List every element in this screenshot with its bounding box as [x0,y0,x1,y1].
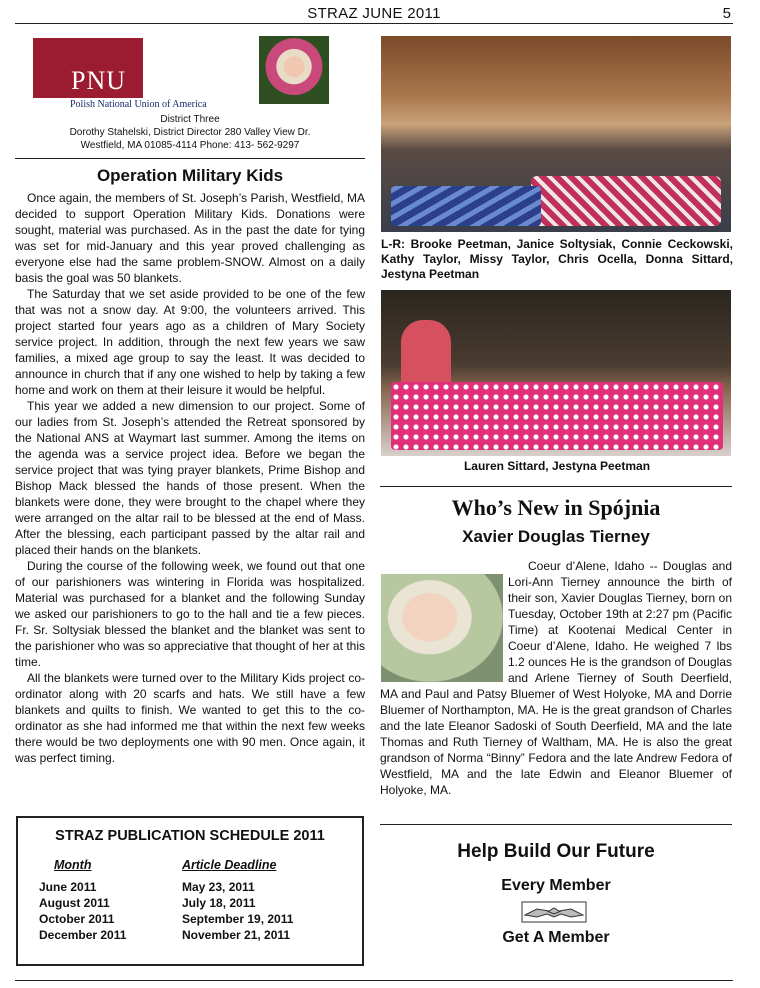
person-figure [401,320,451,390]
district-line: District Three [160,114,220,125]
handshake-icon [521,901,587,923]
blanket-image [391,382,723,450]
photo-caption: Lauren Sittard, Jestyna Peetman [463,459,651,473]
help-line-1: Every Member [501,877,611,894]
whos-new-title: Who’s New in Spójnia [451,495,661,520]
schedule-col-deadline: Article Deadline [182,858,277,872]
divider [15,980,733,981]
divider [380,486,732,487]
article-paragraph: During the course of the following week, we found out that one of our parishioners was wintering in Florida was hospitalized. Material was purchased for a blanket and the following Sunday we asked our parishioners to go to the hall and tie a few pieces. Fr. Sr. Soltysiak blessed the blanket and the blanket was sent to the parishioner who was so appreciative that thought of her at this time. [15,559,365,669]
baby-name: Xavier Douglas Tierney [462,527,650,546]
schedule-row: June 2011 May 23, 2011 [39,880,255,894]
article-paragraph: All the blankets were turned over to the Military Kids project co-ordinator along with 20 scarfs and hats. We still have a few blankets and quilts to finish. We wanted to get this to the co-ordinator as she had informed me that within the next few weeks there would be two deployments one with 90 men. Once again, it was perfect timing. [15,671,365,765]
divider [380,824,732,825]
schedule-row: August 2011 July 18, 2011 [39,896,256,910]
schedule-row: October 2011 September 19, 2011 [39,912,294,926]
blanket-tying-photo [381,290,731,456]
divider [15,158,365,159]
district-line: Westfield, MA 01085-4114 Phone: 413- 562-9297 [80,140,300,151]
article-paragraph: Once again, the members of St. Joseph’s Parish, Westfield, MA decided to support Operation Military Kids. Donations were sought, material was purchased. As in the past the date for tying was set for mid-January and this year proved challenging as everyone else had the same problem-SNOW. Almost on a daily basis the goal was 50 blankets. [15,191,365,285]
pnu-logo-text: PNU [71,66,127,95]
article-title: Operation Military Kids [96,166,284,185]
article-paragraph: The Saturday that we set aside provided to be one of the few that was not a snow day. At 9:00, the volunteers arrived. This project started four years ago as a children of Mary Society service project. In addition, through the next few years we saw families, a mixed age group to say the least. It was decided to announce in church that if any one wished to help by taking a few home and work on them at their leisure it would be helpful. [15,287,365,397]
district-info [20,113,360,152]
pnu-logo [33,38,143,98]
pnu-org-name: Polish National Union of America [70,99,207,110]
help-line-2: Get A Member [502,929,610,946]
photo-caption: L-R: Brooke Peetman, Janice Soltysiak, Connie Ceckowski, Kathy Taylor, Missy Taylor, Chris Ocella, Donna Sittard, Jestyna Peetman [381,237,733,281]
schedule-title: STRAZ PUBLICATION SCHEDULE 2011 [55,828,325,844]
issue-title: STRAZ JUNE 2011 [307,5,441,22]
help-title: Help Build Our Future [457,841,655,862]
baby-photo [381,574,503,682]
page-number: 5 [722,5,731,22]
article-body [15,190,365,766]
volunteers-photo [381,36,731,232]
blanket-image [531,176,721,226]
schedule-row: December 2011 November 21, 2011 [39,928,291,942]
blanket-image [391,186,541,226]
director-photo [259,36,329,104]
schedule-col-month: Month [54,858,92,872]
announcement-text: Coeur d’Alene, Idaho -- Douglas and Lori-Ann Tierney announce the birth of their son, Xavier Douglas Tierney, born on Tuesday, October 19th at 2:27 pm (Pacific Time) at Kootenai Medical Center in Coeur d’Alene, Idaho. He weighed 7 lbs 1.2 ounces He is the grandson of Douglas and Arlene Tierney of South Deerfield, MA and Paul and Patsy Bluemer of West Holyoke, MA and Dorrie Bluemer of Northampton, MA. He is the great grandson of Charles and the late Eleanor Sadoski of South Deerfield, MA and the late Thomas and Ruth Tierney of Waltham, MA. He is also the great grandson of Norma “Binny” Fedora and the late Andrew Fedora of Westfield, MA and the late Edwin and Eleanor Bluemer of Holyoke, MA. [380,559,732,797]
district-line: Dorothy Stahelski, District Director 280 Valley View Dr. [69,127,311,138]
page-header [15,4,733,24]
publication-schedule [16,816,364,966]
article-paragraph: This year we added a new dimension to our project. Some of our ladies from St. Joseph’s attended the Retreat sponsored by the National ANS at Waymart last summer. Among the items on the agenda was a service project idea. Before we began the service project that was tying prayer blankets, Prime Bishop and Bishop Mack blessed the hands of those present. When the blankets were done, they were brought to the chapel where they were arranged on the altar rail to be blessed at the end of Mass. After the blessing, each participant passed by the altar rail and placed their hands on the blankets. [15,399,365,557]
